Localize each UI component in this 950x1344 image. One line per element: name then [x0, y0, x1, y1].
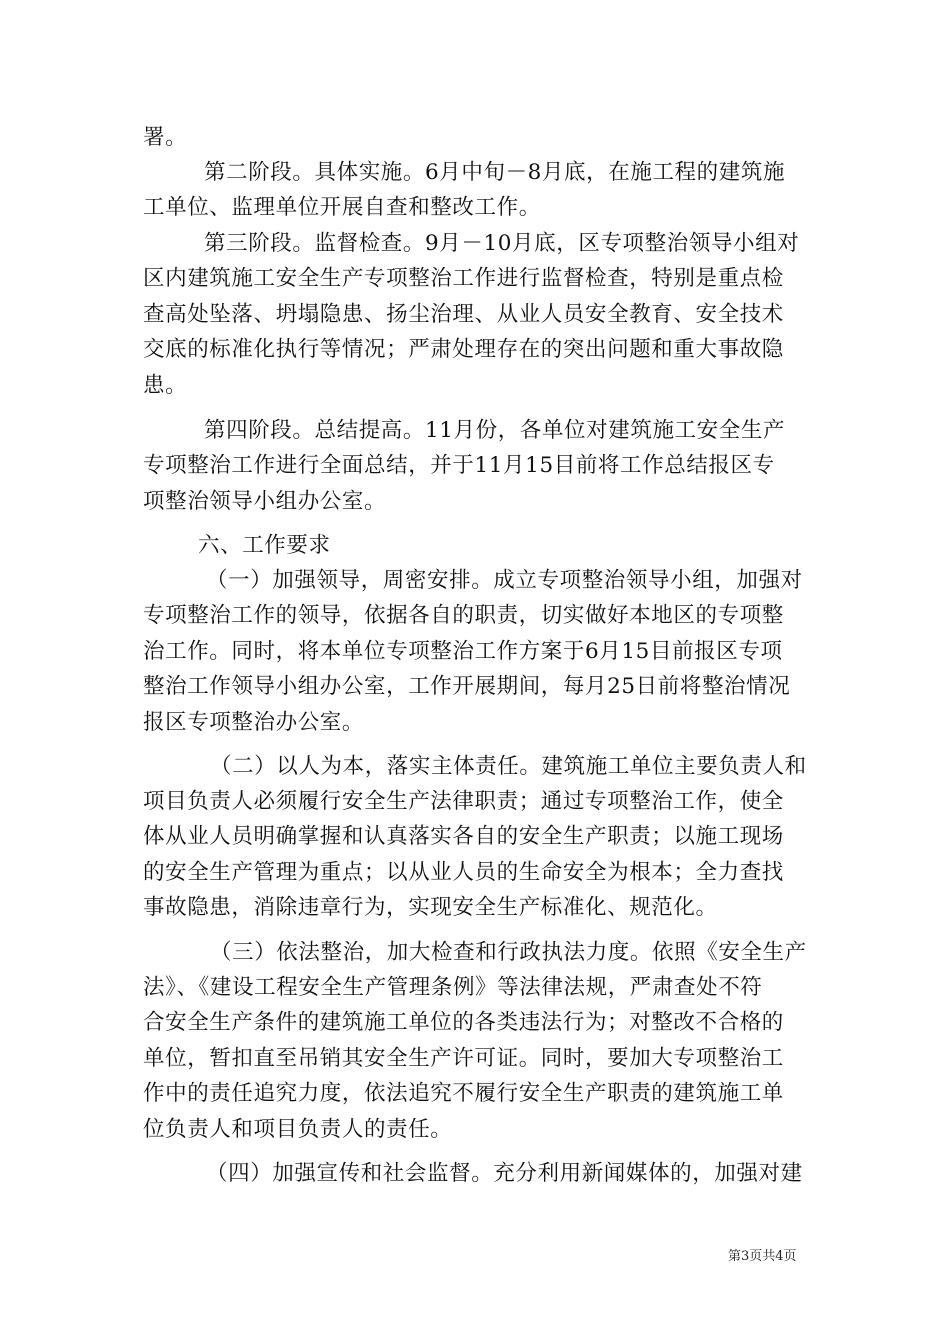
text-line: 第二阶段。具体实施。6月中旬－8月底，在施工程的建筑施 — [204, 160, 786, 185]
text-line: 合安全生产条件的建筑施工单位的各类违法行为；对整改不合格的 — [143, 1010, 784, 1035]
text-line: 署。 — [143, 125, 188, 150]
text-line: 治工作。同时，将本单位专项整治工作方案于6月15目前报区专项 — [143, 639, 783, 664]
text-line: 整治工作领导小组办公室，工作开展期间，每月25日前将整治情况 — [143, 674, 791, 699]
text-line: 事故隐患，消除违章行为，实现安全生产标准化、规范化。 — [143, 895, 718, 920]
text-line: （二）以人为本，落实主体责任。建筑施工单位主要负责人和 — [210, 754, 807, 779]
text-line: 专项整治工作进行全面总结，并于11月15目前将工作总结报区专 — [143, 453, 775, 478]
section-heading: 六、工作要求 — [198, 533, 331, 558]
text-line: 法》、《建设工程安全生产管理条例》等法律法规，严肃查处不符 — [143, 975, 763, 1000]
text-line: 第三阶段。监督检查。9月－10月底，区专项整治领导小组对 — [204, 231, 800, 256]
text-line: 交底的标准化执行等情况；严肃处理存在的突出问题和重大事故隐 — [143, 337, 784, 362]
text-line: 体从业人员明确掌握和认真落实各自的安全生产职责；以施工现场 — [143, 824, 784, 849]
text-line: 项目负责人必须履行安全生产法律职责；通过专项整治工作，使全 — [143, 789, 784, 814]
text-line: 项整治领导小组办公室。 — [143, 489, 387, 514]
text-line: 专项整治工作的领导，依据各自的职责，切实做好本地区的专项整 — [143, 603, 784, 628]
text-line: 位负责人和项目负责人的责任。 — [143, 1117, 453, 1142]
text-line: 第四阶段。总结提高。11月份，各单位对建筑施工安全生产 — [204, 418, 786, 443]
text-line: 工单位、监理单位开展自查和整改工作。 — [143, 195, 541, 220]
text-line: （三）依法整治，加大检查和行政执法力度。依照《安全生产 — [210, 940, 807, 965]
text-line: 单位，暂扣直至吊销其安全生产许可证。同时，要加大专项整治工 — [143, 1046, 784, 1071]
page-number: 第3页共4页 — [728, 1249, 797, 1264]
text-line: 的安全生产管理为重点；以从业人员的生命安全为根本；全力查找 — [143, 860, 784, 885]
text-line: 作中的责任追究力度，依法追究不履行安全生产职责的建筑施工单 — [143, 1081, 784, 1106]
text-line: 报区专项整治办公室。 — [143, 710, 365, 735]
text-line: 查高处坠落、坍塌隐患、扬尘治理、从业人员安全教育、安全技术 — [143, 302, 784, 327]
text-line: （四）加强宣传和社会监督。充分利用新闻媒体的，加强对建 — [206, 1161, 803, 1186]
text-line: 区内建筑施工安全生产专项整治工作进行监督检查，特别是重点检 — [143, 266, 784, 291]
text-line: 患。 — [143, 373, 188, 398]
text-line: （一）加强领导，周密安排。成立专项整治领导小组，加强对 — [206, 568, 803, 593]
